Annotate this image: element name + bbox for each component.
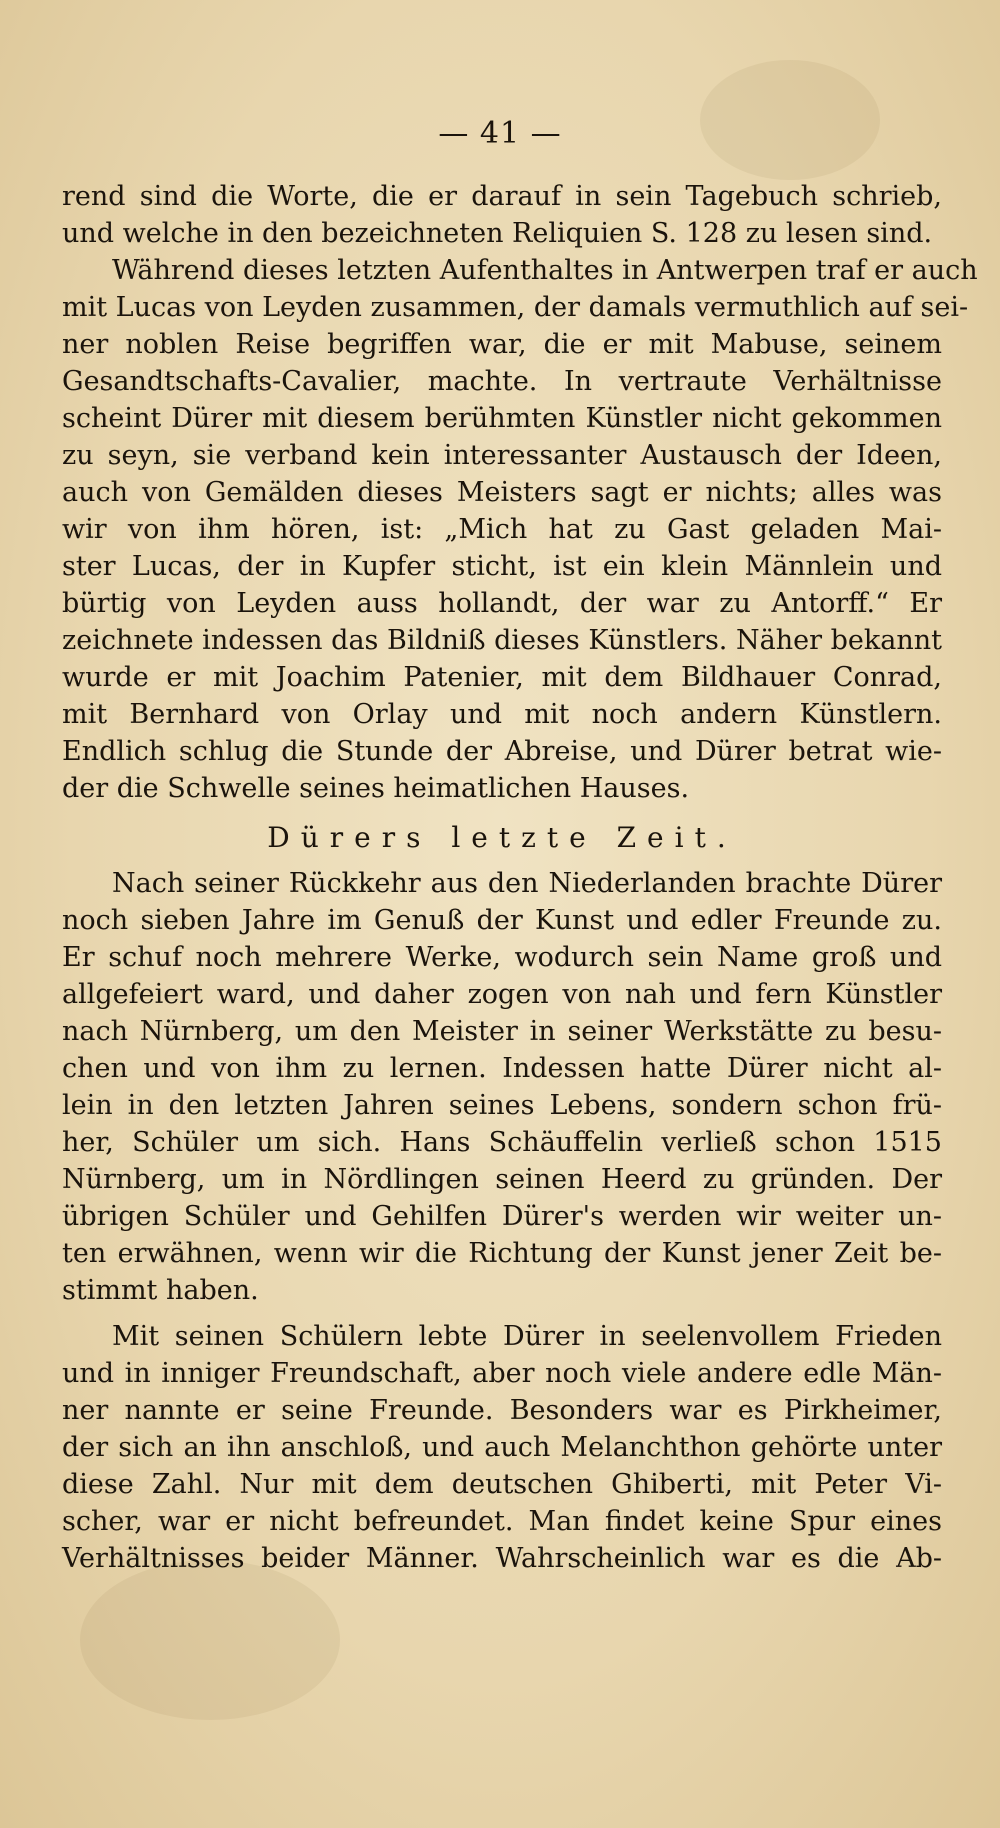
section-heading: Dürers letzte Zeit.: [267, 821, 737, 854]
paragraph-gap: [62, 1309, 942, 1318]
text-line: nach Nürnberg, um den Meister in seiner Werkstätte zu besu-: [62, 1016, 942, 1047]
text-line: stimmt haben.: [62, 1275, 259, 1306]
text-line: der sich an ihn anschloß, und auch Melanchthon gehörte unter: [62, 1432, 942, 1463]
text-line: und in inniger Freundschaft, aber noch viele andere edle Män-: [62, 1358, 942, 1389]
text-line: lein in den letzten Jahren seines Lebens, sondern schon frü-: [62, 1090, 942, 1121]
paragraph: [62, 1318, 942, 1577]
paragraph: [62, 178, 942, 252]
text-line: rend sind die Worte, die er darauf in sein Tagebuch schrieb,: [62, 181, 942, 212]
text-line: ten erwähnen, wenn wir die Richtung der Kunst jener Zeit be-: [62, 1238, 942, 1269]
page-number: — 41 —: [438, 116, 562, 151]
text-line: mit Lucas von Leyden zusammen, der damals vermuthlich auf sei-: [62, 292, 969, 323]
text-line: zeichnete indessen das Bildniß dieses Künstlers. Näher bekannt: [62, 625, 942, 656]
paragraph: [62, 865, 942, 1309]
paper-stain: [80, 1560, 340, 1720]
text-line: ner noblen Reise begriffen war, die er mit Mabuse, seinem: [62, 329, 942, 360]
paragraph: [62, 252, 978, 807]
text-line: Er schuf noch mehrere Werke, wodurch sein Name groß und: [62, 942, 942, 973]
text-line: auch von Gemälden dieses Meisters sagt er nichts; alles was: [62, 477, 942, 508]
text-line: allgefeiert ward, und daher zogen von nah und fern Künstler: [62, 979, 942, 1010]
text-line: chen und von ihm zu lernen. Indessen hatte Dürer nicht al-: [62, 1053, 942, 1084]
text-line: scher, war er nicht befreundet. Man findet keine Spur eines: [62, 1506, 942, 1537]
text-line: ner nannte er seine Freunde. Besonders war es Pirkheimer,: [62, 1395, 942, 1426]
text-line: Verhältnisses beider Männer. Wahrscheinlich war es die Ab-: [62, 1543, 942, 1574]
text-line: scheint Dürer mit diesem berühmten Künstler nicht gekommen: [62, 403, 942, 434]
text-line: übrigen Schüler und Gehilfen Dürer's werden wir weiter un-: [62, 1201, 942, 1232]
text-line: bürtig von Leyden auss hollandt, der war zu Antorff.“ Er: [62, 588, 942, 619]
text-line: der die Schwelle seines heimatlichen Hauses.: [62, 773, 690, 804]
text-line: Nürnberg, um in Nördlingen seinen Heerd zu gründen. Der: [62, 1164, 942, 1195]
text-line: her, Schüler um sich. Hans Schäuffelin verließ schon 1515: [62, 1127, 942, 1158]
text-line: Gesandtschafts-Cavalier, machte. In vertraute Verhältnisse: [62, 366, 942, 397]
text-line: Mit seinen Schülern lebte Dürer in seelenvollem Frieden: [112, 1321, 942, 1352]
text-line: wir von ihm hören, ist: „Mich hat zu Gast geladen Mai-: [62, 514, 942, 545]
text-line: wurde er mit Joachim Patenier, mit dem Bildhauer Conrad,: [62, 662, 942, 693]
body-text: [62, 178, 978, 1577]
text-line: zu seyn, sie verband kein interessanter Austausch der Ideen,: [62, 440, 942, 471]
text-line: Endlich schlug die Stunde der Abreise, und Dürer betrat wie-: [62, 736, 942, 767]
text-line: Während dieses letzten Aufenthaltes in Antwerpen traf er auch: [112, 255, 978, 286]
text-line: und welche in den bezeichneten Reliquien S. 128 zu lesen sind.: [62, 218, 933, 249]
text-line: Nach seiner Rückkehr aus den Niederlanden brachte Dürer: [112, 868, 942, 899]
text-line: noch sieben Jahre im Genuß der Kunst und edler Freunde zu.: [62, 905, 942, 936]
text-line: ster Lucas, der in Kupfer sticht, ist ein klein Männlein und: [62, 551, 942, 582]
text-line: mit Bernhard von Orlay und mit noch andern Künstlern.: [62, 699, 942, 730]
text-line: diese Zahl. Nur mit dem deutschen Ghiberti, mit Peter Vi-: [62, 1469, 942, 1500]
